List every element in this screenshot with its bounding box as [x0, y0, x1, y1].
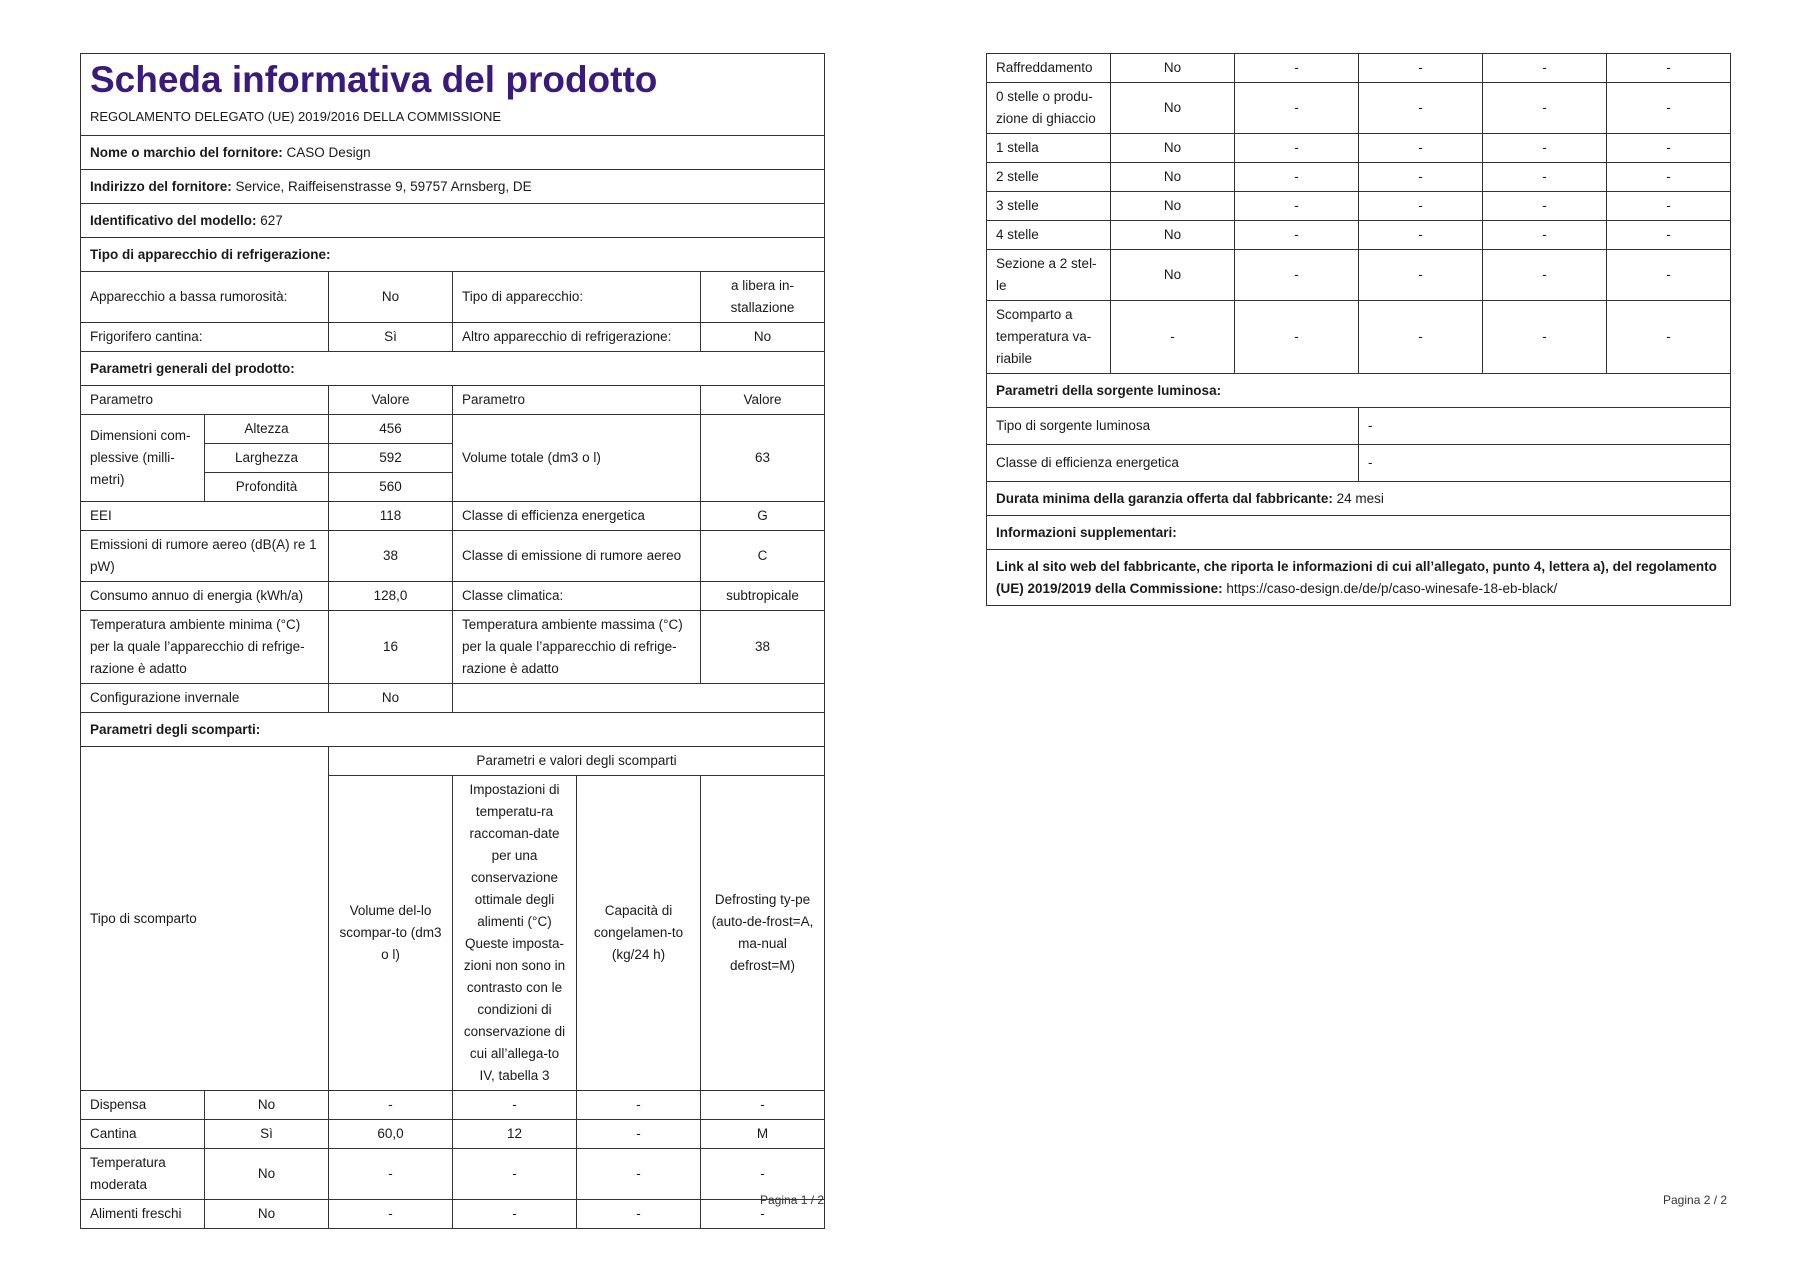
compartment-defrost: - — [1607, 134, 1731, 163]
col-temp-header: Impostazioni di temperatu-ra raccoman-date per una conservazione ottimale degli alimenti (°C) Queste imposta-zioni non sono in contrasto con le condizioni di conservazione di cui all’allega-to IV, tabella 3 — [453, 776, 577, 1091]
energy-class-label: Classe di efficienza energetica — [453, 502, 701, 531]
compartment-volume: - — [329, 1200, 453, 1229]
climate-class-label: Classe climatica: — [453, 582, 701, 611]
compartment-freezing: - — [1483, 83, 1607, 134]
table-row — [987, 301, 1731, 374]
col-volume-header: Volume del-lo scompar-to (dm3 o l) — [329, 776, 453, 1091]
compartment-volume: - — [1235, 301, 1359, 374]
compartment-present: No — [1111, 163, 1235, 192]
supplier-name-label: Nome o marchio del fornitore: — [90, 144, 283, 160]
compartment-defrost: M — [701, 1120, 825, 1149]
min-temp-value: 16 — [329, 611, 453, 684]
param-col-header: Parametro — [453, 386, 701, 415]
eei-label: EEI — [81, 502, 329, 531]
extra-info-header: Informazioni supplementari: — [987, 516, 1731, 550]
compartment-present: No — [1111, 83, 1235, 134]
param-col-header: Parametro — [81, 386, 329, 415]
winter-value: No — [329, 684, 453, 713]
light-type-label: Tipo di sorgente luminosa — [987, 408, 1359, 445]
empty-cell — [453, 684, 825, 713]
warranty-label: Durata minima della garanzia offerta dal fabbricante: — [996, 490, 1333, 506]
col-defrost-header: Defrosting ty-pe (auto-de-frost=A, ma-nual defrost=M) — [701, 776, 825, 1091]
supplier-address-label: Indirizzo del fornitore: — [90, 178, 232, 194]
regulation-reference: REGOLAMENTO DELEGATO (UE) 2019/2016 DELLA COMMISSIONE — [90, 108, 502, 124]
compartment-freezing: - — [577, 1149, 701, 1200]
compartment-freezing: - — [1483, 192, 1607, 221]
table-row — [81, 1120, 825, 1149]
warranty-row — [987, 482, 1731, 516]
compartment-volume: - — [329, 1091, 453, 1120]
compartment-temp: - — [453, 1149, 577, 1200]
compartment-present: No — [205, 1200, 329, 1229]
compartment-name: 1 stella — [987, 134, 1111, 163]
compartment-params-header: Parametri degli scomparti: — [81, 713, 825, 747]
low-noise-value: No — [329, 272, 453, 323]
energy-class-value: G — [701, 502, 825, 531]
compartments-continued-table — [986, 53, 1731, 606]
table-row — [987, 134, 1731, 163]
compartment-freezing: - — [1483, 134, 1607, 163]
table-row — [81, 1200, 825, 1229]
page-2 — [986, 53, 1730, 606]
other-appliance-label: Altro apparecchio di refrigerazione: — [453, 323, 701, 352]
compartment-volume: - — [1235, 221, 1359, 250]
compartment-temp: - — [1359, 192, 1483, 221]
page-number: Pagina 2 / 2 — [1663, 1193, 1728, 1207]
title-block — [81, 54, 825, 136]
design-type-label: Tipo di apparecchio: — [453, 272, 701, 323]
warranty-value: 24 mesi — [1336, 490, 1384, 506]
noise-value: 38 — [329, 531, 453, 582]
compartment-volume: - — [1235, 192, 1359, 221]
compartment-name: Cantina — [81, 1120, 205, 1149]
compartment-values-header: Parametri e valori degli scomparti — [329, 747, 825, 776]
wine-cooler-value: Sì — [329, 323, 453, 352]
compartment-temp: - — [1359, 134, 1483, 163]
table-row — [81, 1149, 825, 1200]
compartment-temp: 12 — [453, 1120, 577, 1149]
light-type-value: - — [1359, 408, 1731, 445]
compartment-present: No — [1111, 250, 1235, 301]
compartment-defrost: - — [1607, 83, 1731, 134]
table-row — [987, 54, 1731, 83]
design-type-value: a libera in-stallazione — [701, 272, 825, 323]
supplier-address-row — [81, 170, 825, 204]
page-1 — [80, 53, 824, 1229]
compartment-temp: - — [453, 1200, 577, 1229]
value-col-header: Valore — [701, 386, 825, 415]
compartment-volume: - — [1235, 250, 1359, 301]
compartment-present: No — [1111, 54, 1235, 83]
compartment-temp: - — [1359, 301, 1483, 374]
compartment-present: No — [1111, 221, 1235, 250]
model-id-value: 627 — [260, 212, 283, 228]
compartment-defrost: - — [1607, 301, 1731, 374]
compartment-name: Dispensa — [81, 1091, 205, 1120]
dimensions-label: Dimensioni com-plessive (milli-metri) — [81, 415, 205, 502]
compartment-name: 2 stelle — [987, 163, 1111, 192]
eei-value: 118 — [329, 502, 453, 531]
compartment-present: No — [205, 1149, 329, 1200]
compartment-volume: - — [1235, 83, 1359, 134]
table-row — [987, 192, 1731, 221]
compartment-name: Alimenti freschi — [81, 1200, 205, 1229]
compartment-defrost: - — [701, 1200, 825, 1229]
light-source-header: Parametri della sorgente luminosa: — [987, 374, 1731, 408]
table-row — [987, 221, 1731, 250]
compartment-temp: - — [1359, 221, 1483, 250]
max-temp-label: Temperatura ambiente massima (°C) per la quale l’apparecchio di refrige-razione è adatto — [453, 611, 701, 684]
appliance-type-header: Tipo di apparecchio di refrigerazione: — [81, 238, 825, 272]
compartment-freezing: - — [1483, 221, 1607, 250]
annual-energy-value: 128,0 — [329, 582, 453, 611]
compartment-temp: - — [1359, 250, 1483, 301]
annual-energy-label: Consumo annuo di energia (kWh/a) — [81, 582, 329, 611]
compartment-name: Temperatura moderata — [81, 1149, 205, 1200]
compartment-present: No — [205, 1091, 329, 1120]
compartment-type-label: Tipo di scomparto — [81, 747, 329, 1091]
compartment-temp: - — [1359, 163, 1483, 192]
compartment-volume: - — [329, 1149, 453, 1200]
depth-value: 560 — [329, 473, 453, 502]
model-id-row — [81, 204, 825, 238]
depth-label: Profondità — [205, 473, 329, 502]
page-title: Scheda informativa del prodotto — [90, 58, 658, 100]
wine-cooler-label: Frigorifero cantina: — [81, 323, 329, 352]
noise-class-label: Classe di emissione di rumore aereo — [453, 531, 701, 582]
width-value: 592 — [329, 444, 453, 473]
compartment-volume: - — [1235, 163, 1359, 192]
compartment-freezing: - — [1483, 163, 1607, 192]
compartment-freezing: - — [577, 1120, 701, 1149]
supplier-name-value: CASO Design — [286, 144, 371, 160]
compartment-defrost: - — [1607, 163, 1731, 192]
manufacturer-link[interactable]: https://caso-design.de/de/p/caso-winesafe-18-eb-black/ — [1226, 580, 1558, 596]
compartment-volume: 60,0 — [329, 1120, 453, 1149]
table-row — [81, 1091, 825, 1120]
product-info-table — [80, 53, 825, 1229]
compartment-name: 4 stelle — [987, 221, 1111, 250]
light-class-label: Classe di efficienza energetica — [987, 445, 1359, 482]
noise-class-value: C — [701, 531, 825, 582]
compartment-present: No — [1111, 134, 1235, 163]
compartment-name: Scomparto a temperatura va-riabile — [987, 301, 1111, 374]
compartment-defrost: - — [1607, 54, 1731, 83]
compartment-temp: - — [1359, 54, 1483, 83]
min-temp-label: Temperatura ambiente minima (°C) per la quale l’apparecchio di refrige-razione è adatto — [81, 611, 329, 684]
compartment-present: - — [1111, 301, 1235, 374]
other-appliance-value: No — [701, 323, 825, 352]
compartment-name: 0 stelle o produ-zione di ghiaccio — [987, 83, 1111, 134]
compartment-defrost: - — [701, 1091, 825, 1120]
light-class-value: - — [1359, 445, 1731, 482]
compartment-temp: - — [1359, 83, 1483, 134]
supplier-name-row — [81, 136, 825, 170]
compartment-defrost: - — [701, 1149, 825, 1200]
width-label: Larghezza — [205, 444, 329, 473]
compartment-freezing: - — [1483, 250, 1607, 301]
compartment-volume: - — [1235, 54, 1359, 83]
page-number: Pagina 1 / 2 — [760, 1193, 825, 1207]
compartment-defrost: - — [1607, 250, 1731, 301]
compartment-name: 3 stelle — [987, 192, 1111, 221]
total-volume-value: 63 — [701, 415, 825, 502]
table-row — [987, 250, 1731, 301]
compartment-name: Raffreddamento — [987, 54, 1111, 83]
compartment-volume: - — [1235, 134, 1359, 163]
manufacturer-link-label: Link al sito web del fabbricante, che riporta le informazioni di cui all’allegato, punto 4, lettera a), del regolamento (UE) 2019/2019 della Commissione: — [996, 558, 1717, 596]
table-row — [987, 83, 1731, 134]
model-id-label: Identificativo del modello: — [90, 212, 257, 228]
compartment-freezing: - — [1483, 301, 1607, 374]
height-label: Altezza — [205, 415, 329, 444]
compartment-freezing: - — [577, 1091, 701, 1120]
compartment-defrost: - — [1607, 192, 1731, 221]
noise-label: Emissioni di rumore aereo (dB(A) re 1 pW) — [81, 531, 329, 582]
total-volume-label: Volume totale (dm3 o l) — [453, 415, 701, 502]
col-freezing-header: Capacità di congelamen-to (kg/24 h) — [577, 776, 701, 1091]
climate-class-value: subtropicale — [701, 582, 825, 611]
compartment-present: No — [1111, 192, 1235, 221]
compartment-present: Sì — [205, 1120, 329, 1149]
compartment-freezing: - — [1483, 54, 1607, 83]
value-col-header: Valore — [329, 386, 453, 415]
winter-label: Configurazione invernale — [81, 684, 329, 713]
max-temp-value: 38 — [701, 611, 825, 684]
compartment-freezing: - — [577, 1200, 701, 1229]
general-params-header: Parametri generali del prodotto: — [81, 352, 825, 386]
table-row — [987, 163, 1731, 192]
height-value: 456 — [329, 415, 453, 444]
supplier-address-value: Service, Raiffeisenstrasse 9, 59757 Arnsberg, DE — [235, 178, 532, 194]
low-noise-label: Apparecchio a bassa rumorosità: — [81, 272, 329, 323]
compartment-temp: - — [453, 1091, 577, 1120]
compartment-name: Sezione a 2 stel-le — [987, 250, 1111, 301]
compartment-defrost: - — [1607, 221, 1731, 250]
manufacturer-link-row — [987, 550, 1731, 606]
